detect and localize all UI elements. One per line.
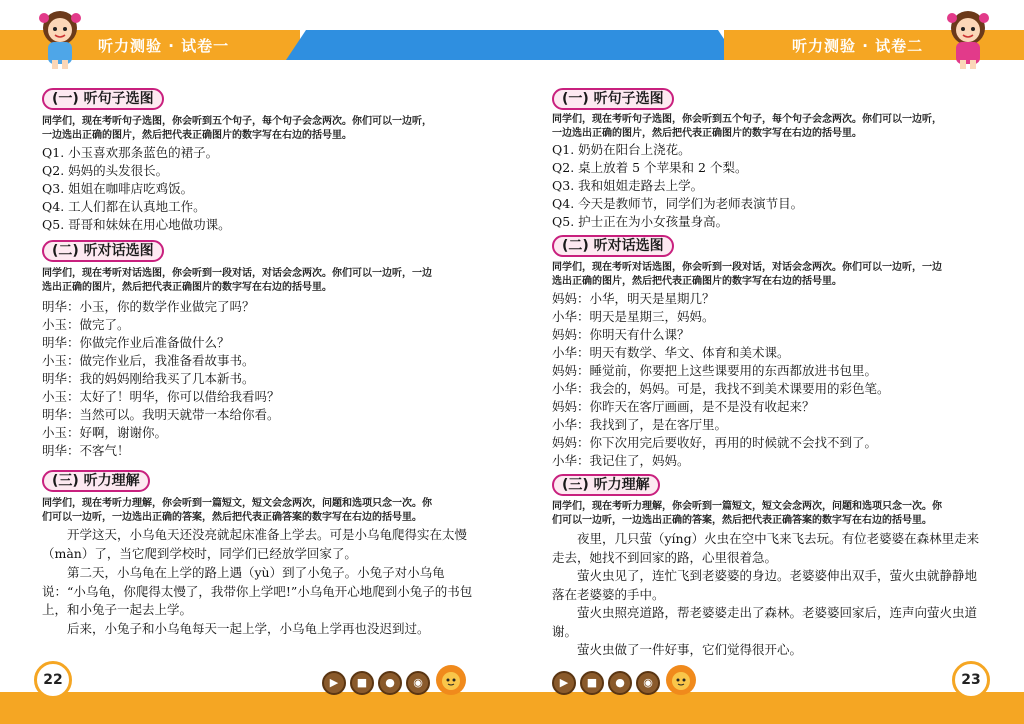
instruction-line: 同学们，现在考听力理解，你会听到一篇短文，短文会念两次，问题和选项只念一次。你 [42, 498, 432, 509]
passage-paragraph: 萤火虫照亮道路，帮老婆婆走出了森林。老婆婆回家后，连声向萤火虫道谢。 [552, 605, 978, 639]
record-icon[interactable]: ● [378, 671, 402, 695]
dialogue-line: 小华：我会的，妈妈。可是，我找不到美术课要用的彩色笔。 [552, 381, 890, 396]
page-title: 听力测验 · 试卷二 [792, 37, 924, 55]
question-item: Q2. 桌上放着 5 个苹果和 2 个梨。 [552, 160, 748, 175]
dialogue-line: 小华：我记住了，妈妈。 [552, 453, 690, 468]
instruction-line: 一边选出正确的图片，然后把代表正确图片的数字写在右边的括号里。 [552, 128, 862, 139]
instruction-line: 选出正确的图片，然后把代表正确图片的数字写在右边的括号里。 [42, 282, 332, 293]
passage-paragraph: 后来，小兔子和小乌龟每天一起上学，小乌龟上学再也没迟到过。 [67, 621, 430, 636]
dialogue-line: 小华：明天有数学、华文、体育和美术课。 [552, 345, 790, 360]
girl-mascot-icon [942, 8, 994, 70]
section-heading-sentence: (一) 听句子选图 [552, 88, 674, 110]
section-heading-sentence: (一) 听句子选图 [42, 88, 164, 110]
question-item: Q3. 我和姐姐走路去上学。 [552, 178, 704, 193]
dialogue-line: 明华：我的妈妈刚给我买了几本新书。 [42, 371, 255, 386]
section-heading-dialogue: (二) 听对话选图 [42, 240, 164, 262]
dialogue-line: 明华：小玉，你的数学作业做完了吗？ [42, 299, 255, 314]
section-heading-comprehension: (三) 听力理解 [552, 474, 660, 496]
section-instructions [552, 500, 997, 528]
microphone-icon[interactable]: ◉ [636, 671, 660, 695]
instruction-line: 同学们，现在考听对话选图，你会听到一段对话，对话会念两次。你们可以一边听，一边 [42, 268, 432, 279]
question-item: Q1. 奶奶在阳台上浇花。 [552, 142, 691, 157]
question-item: Q1. 小玉喜欢那条蓝色的裙子。 [42, 145, 219, 160]
section-instructions [552, 261, 997, 289]
question-item: Q4. 工人们都在认真地工作。 [42, 199, 206, 214]
stop-icon[interactable]: ■ [580, 671, 604, 695]
footer-bar-right [512, 692, 1024, 724]
page-number: 23 [952, 661, 990, 699]
section-instructions [552, 113, 997, 141]
lion-mascot-icon [664, 663, 698, 697]
page-title: 听力测验 · 试卷一 [98, 37, 230, 55]
dialogue-line: 明华：你做完作业后准备做什么？ [42, 335, 230, 350]
section-instructions [42, 267, 482, 295]
instruction-line: 同学们，现在考听句子选图，你会听到五个句子，每个句子会念两次。你们可以一边听， [42, 116, 432, 127]
dialogue-line: 妈妈：睡觉前，你要把上这些课要用的东西都放进书包里。 [552, 363, 878, 378]
section-instructions [42, 497, 482, 525]
question-item: Q4. 今天是教师节，同学们为老师表演节目。 [552, 196, 804, 211]
dialogue-line: 妈妈：你明天有什么课？ [552, 327, 690, 342]
section-heading-comprehension: (三) 听力理解 [42, 470, 150, 492]
dialogue-line: 妈妈：你昨天在客厅画画，是不是没有收起来？ [552, 399, 815, 414]
section-heading-dialogue: (二) 听对话选图 [552, 235, 674, 257]
instruction-line: 选出正确的图片，然后把代表正确图片的数字写在右边的括号里。 [552, 276, 842, 287]
header-blue-band-right [512, 30, 738, 60]
question-item: Q3. 姐姐在咖啡店吃鸡饭。 [42, 181, 194, 196]
instruction-line: 同学们，现在考听句子选图，你会听到五个句子，每个句子会念两次。你们可以一边听， [552, 114, 942, 125]
dialogue-line: 妈妈：你下次用完后要收好，再用的时候就不会找不到了。 [552, 435, 878, 450]
passage-paragraph: 萤火虫做了一件好事，它们觉得很开心。 [577, 642, 803, 657]
passage-paragraph: 第二天，小乌龟在上学的路上遇（yù）到了小兔子。小兔子对小乌龟说：“小乌龟，你爬得太慢了，我带你上学吧!”小乌龟开心地爬到小兔子的书包上，和小兔子一起去上学。 [42, 565, 473, 617]
dialogue-line: 小玉：太好了！明华，你可以借给我看吗？ [42, 389, 280, 404]
girl-mascot-icon [34, 8, 86, 70]
stop-icon[interactable]: ■ [350, 671, 374, 695]
dialogue-line: 明华：不客气！ [42, 443, 130, 458]
dialogue-line: 明华：当然可以。我明天就带一本给你看。 [42, 407, 280, 422]
passage-paragraph: 开学这天，小乌龟天还没亮就起床准备上学去。可是小乌龟爬得实在太慢（màn）了，当它爬到学校时，同学们已经放学回家了。 [42, 527, 468, 561]
instruction-line: 们可以一边听，一边选出正确的答案，然后把代表正确答案的数字写在右边的括号里。 [42, 512, 422, 523]
header-blue-band-left [286, 30, 512, 60]
dialogue-line: 妈妈：小华，明天是星期几？ [552, 291, 715, 306]
section-instructions [42, 115, 482, 143]
record-icon[interactable]: ● [608, 671, 632, 695]
dialogue-line: 小玉：做完了。 [42, 317, 130, 332]
lion-mascot-icon [434, 663, 468, 697]
instruction-line: 一边选出正确的图片，然后把代表正确图片的数字写在右边的括号里。 [42, 130, 352, 141]
question-item: Q5. 哥哥和妹妹在用心地做功课。 [42, 217, 231, 232]
page-number: 22 [34, 661, 72, 699]
microphone-icon[interactable]: ◉ [406, 671, 430, 695]
dialogue-line: 小玉：好啊，谢谢你。 [42, 425, 168, 440]
instruction-line: 同学们，现在考听力理解，你会听到一篇短文，短文会念两次，问题和选项只念一次。你 [552, 501, 942, 512]
question-item: Q2. 妈妈的头发很长。 [42, 163, 169, 178]
passage-paragraph: 夜里，几只萤（yíng）火虫在空中飞来飞去玩。有位老婆婆在森林里走来走去，她找不到回家的路，心里很着急。 [552, 531, 980, 565]
question-item: Q5. 护士正在为小女孩量身高。 [552, 214, 729, 229]
instruction-line: 同学们，现在考听对话选图，你会听到一段对话，对话会念两次。你们可以一边听，一边 [552, 262, 942, 273]
dialogue-line: 小华：明天是星期三，妈妈。 [552, 309, 715, 324]
play-pause-icon[interactable]: ▶ [322, 671, 346, 695]
right-page [512, 0, 1024, 724]
passage-paragraph: 萤火虫见了，连忙飞到老婆婆的身边。老婆婆伸出双手，萤火虫就静静地落在老婆婆的手中。 [552, 568, 978, 602]
play-pause-icon[interactable]: ▶ [552, 671, 576, 695]
dialogue-line: 小华：我找到了，是在客厅里。 [552, 417, 728, 432]
dialogue-line: 小玉：做完作业后，我准备看故事书。 [42, 353, 255, 368]
instruction-line: 们可以一边听，一边选出正确的答案，然后把代表正确答案的数字写在右边的括号里。 [552, 515, 932, 526]
